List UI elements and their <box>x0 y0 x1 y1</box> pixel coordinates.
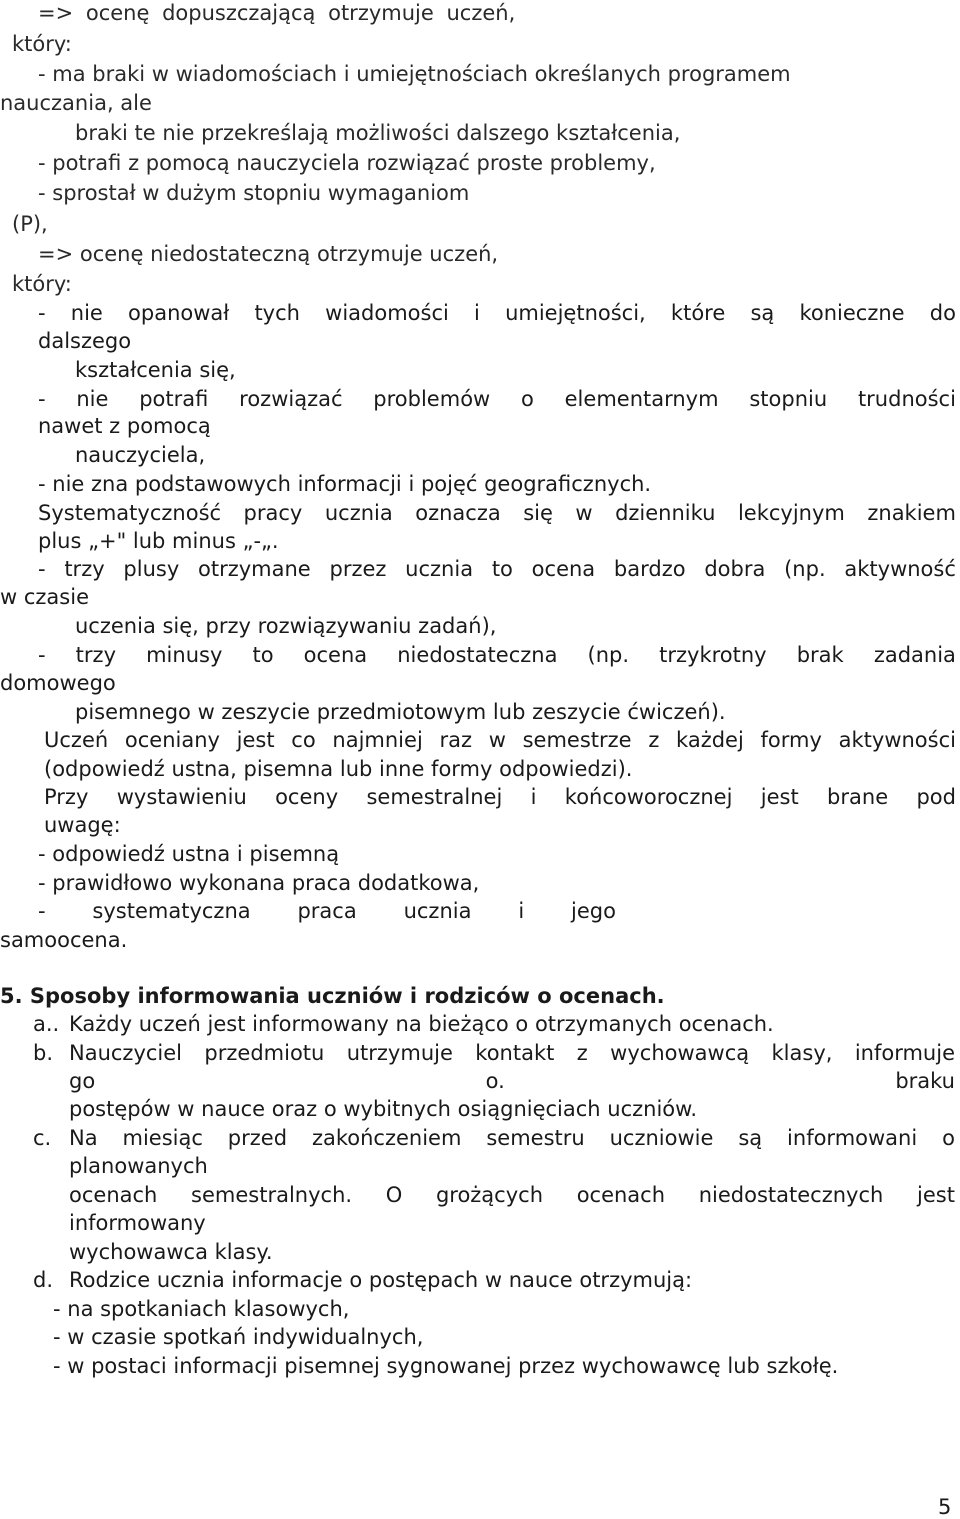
justified-line <box>44 787 956 808</box>
word: w <box>575 501 593 525</box>
word: konieczne <box>799 301 905 325</box>
word: opanował <box>128 301 230 325</box>
text-line: Rodzice ucznia informacje o postępach w nauce otrzymują: <box>69 1268 693 1292</box>
text-line: - potrafi z pomocą nauczyciela rozwiązać proste problemy, <box>38 151 656 175</box>
text-line: - odpowiedź ustna i pisemną <box>38 842 340 866</box>
justified-line <box>69 1043 955 1064</box>
text-line: - w postaci informacji pisemnej sygnowanej przez wychowawcę lub szkołę. <box>53 1354 839 1378</box>
word: wystawieniu <box>116 785 247 809</box>
justified-line <box>69 1071 955 1092</box>
word: Nauczyciel <box>69 1041 183 1065</box>
list-marker: d. <box>33 1268 54 1292</box>
word: Na <box>69 1126 98 1150</box>
text-line: - sprostał w dużym stopniu wymaganiom <box>38 181 470 205</box>
text-line: informowany <box>69 1211 206 1235</box>
word: klasy, <box>771 1041 833 1065</box>
word: problemów <box>373 387 491 411</box>
word: ocenach <box>69 1183 158 1207</box>
justified-line <box>69 1185 955 1206</box>
word: to <box>252 643 274 667</box>
text-line: wychowawca klasy. <box>69 1240 273 1264</box>
word: minusy <box>146 643 223 667</box>
word: brak <box>796 643 844 667</box>
word: trudności <box>857 387 956 411</box>
word: niedostateczna <box>397 643 558 667</box>
word: trzykrotny <box>659 643 767 667</box>
word: oznacza <box>415 501 501 525</box>
word: - <box>38 557 46 581</box>
text-line: nawet z pomocą <box>38 414 211 438</box>
word: z <box>648 728 660 752</box>
word: formy <box>760 728 822 752</box>
word: wychowawcą <box>610 1041 750 1065</box>
text-line: - na spotkaniach klasowych, <box>53 1297 350 1321</box>
word: tych <box>254 301 300 325</box>
word: zakończeniem <box>311 1126 462 1150</box>
word: ocenach <box>576 1183 666 1207</box>
text-line: Każdy uczeń jest informowany na bieżąco o otrzymanych ocenach. <box>69 1012 774 1036</box>
word: Przy <box>44 785 89 809</box>
justified-line <box>44 730 956 751</box>
text-line: postępów w nauce oraz o wybitnych osiągnięciach uczniów. <box>69 1097 698 1121</box>
section-heading: 5. Sposoby informowania uczniów i rodziców o ocenach. <box>0 984 665 1008</box>
text-line: planowanych <box>69 1154 208 1178</box>
justified-line <box>38 559 956 580</box>
word: w <box>488 728 506 752</box>
word: uczniowie <box>609 1126 714 1150</box>
word: otrzymane <box>198 557 311 581</box>
word: praca <box>297 899 357 923</box>
text-line: uwagę: <box>44 813 121 837</box>
text-line: który: <box>12 272 72 296</box>
word: o <box>521 387 534 411</box>
word: jest <box>760 785 799 809</box>
word: i <box>530 785 537 809</box>
word: semestralnej <box>366 785 503 809</box>
word: systematyczna <box>92 899 251 923</box>
word: informowani <box>787 1126 918 1150</box>
word: wiadomości <box>325 301 449 325</box>
text-line: (P), <box>12 212 48 236</box>
word: pracy <box>243 501 303 525</box>
text-line: => ocenę dopuszczającą otrzymuje uczeń, <box>38 1 516 25</box>
word: miesiąc <box>122 1126 203 1150</box>
word: znakiem <box>867 501 956 525</box>
text-line: - prawidłowo wykonana praca dodatkowa, <box>38 871 480 895</box>
justified-line <box>38 303 956 324</box>
word: elementarnym <box>564 387 719 411</box>
page-number: 5 <box>938 1495 952 1519</box>
word: trzy <box>75 643 116 667</box>
word: - <box>38 301 46 325</box>
word: brane <box>827 785 889 809</box>
text-line: dalszego <box>38 329 132 353</box>
text-line: - w czasie spotkań indywidualnych, <box>53 1325 424 1349</box>
word: Systematyczność <box>38 501 222 525</box>
word: ocena <box>531 557 596 581</box>
justified-line <box>38 645 956 666</box>
word: aktywność <box>844 557 956 581</box>
justified-line <box>38 503 956 524</box>
word: dobra <box>704 557 766 581</box>
word: ucznia <box>403 899 472 923</box>
word: ucznia <box>405 557 474 581</box>
word: to <box>491 557 513 581</box>
word: aktywności <box>838 728 956 752</box>
text-line: domowego <box>0 671 116 695</box>
word: nie <box>70 301 103 325</box>
text-line: kształcenia się, <box>75 358 236 382</box>
word: stopniu <box>749 387 828 411</box>
word: pod <box>916 785 956 809</box>
word: i <box>518 899 525 923</box>
word: każdej <box>676 728 744 752</box>
word: plusy <box>123 557 180 581</box>
word: (np. <box>587 643 630 667</box>
text-line: - ma braki w wiadomościach i umiejętnościach określanych programem <box>38 62 791 86</box>
word: zadania <box>873 643 956 667</box>
word: go <box>69 1069 96 1093</box>
word: o <box>942 1126 955 1150</box>
word: rozwiązać <box>239 387 343 411</box>
word: trzy <box>64 557 105 581</box>
word: i <box>474 301 480 325</box>
word: końcoworocznej <box>564 785 733 809</box>
list-marker: a.. <box>33 1012 60 1036</box>
word: jest <box>236 728 275 752</box>
word: przedmiotu <box>204 1041 325 1065</box>
word: O <box>385 1183 403 1207</box>
word: niedostatecznych <box>698 1183 884 1207</box>
word: co <box>291 728 316 752</box>
text-line: (odpowiedź ustna, pisemna lub inne formy odpowiedzi). <box>44 757 633 781</box>
word: - <box>38 387 46 411</box>
word: bardzo <box>613 557 686 581</box>
word: które <box>670 301 726 325</box>
word: są <box>750 301 775 325</box>
word: umiejętności, <box>505 301 646 325</box>
word: potrafi <box>139 387 209 411</box>
word: nie <box>76 387 109 411</box>
text-line: - nie zna podstawowych informacji i pojęć geograficznych. <box>38 472 652 496</box>
word: Uczeń <box>44 728 109 752</box>
text-line: plus „+" lub minus „-„. <box>38 529 279 553</box>
word: ucznia <box>324 501 393 525</box>
text-line: nauczyciela, <box>75 443 206 467</box>
text-line: => ocenę niedostateczną otrzymuje uczeń, <box>38 242 499 266</box>
word: jest <box>917 1183 955 1207</box>
word: informuje <box>854 1041 955 1065</box>
justified-line <box>38 389 956 410</box>
word: do <box>929 301 956 325</box>
text-line: braki te nie przekreślają możliwości dalszego kształcenia, <box>75 121 681 145</box>
word: oceny <box>275 785 339 809</box>
text-line: samoocena. <box>0 928 128 952</box>
word: utrzymuje <box>346 1041 453 1065</box>
word: dzienniku <box>615 501 716 525</box>
list-marker: c. <box>33 1126 52 1150</box>
word: lekcyjnym <box>737 501 845 525</box>
word: jego <box>571 899 616 923</box>
word: - <box>38 643 46 667</box>
text-line: uczenia się, przy rozwiązywaniu zadań), <box>75 614 497 638</box>
word: - <box>38 899 46 923</box>
text-line: pisemnego w zeszycie przedmiotowym lub zeszycie ćwiczeń). <box>75 700 726 724</box>
word: oceniany <box>124 728 220 752</box>
word: najmniej <box>332 728 423 752</box>
text-line: nauczania, ale <box>0 91 152 115</box>
word: ocena <box>303 643 368 667</box>
word: o. <box>485 1069 505 1093</box>
word: braku <box>895 1069 955 1093</box>
word: grożących <box>435 1183 544 1207</box>
word: semestrze <box>522 728 632 752</box>
word: semestralnych. <box>191 1183 353 1207</box>
word: przez <box>329 557 387 581</box>
word: przed <box>227 1126 288 1150</box>
text-line: w czasie <box>0 585 89 609</box>
justified-line <box>69 1128 955 1149</box>
justified-line <box>38 901 616 922</box>
word: raz <box>439 728 473 752</box>
list-marker: b. <box>33 1041 54 1065</box>
word: semestru <box>486 1126 585 1150</box>
word: są <box>738 1126 763 1150</box>
word: z <box>576 1041 588 1065</box>
word: (np. <box>784 557 826 581</box>
word: się <box>523 501 553 525</box>
text-line: który: <box>12 32 72 56</box>
word: kontakt <box>475 1041 555 1065</box>
